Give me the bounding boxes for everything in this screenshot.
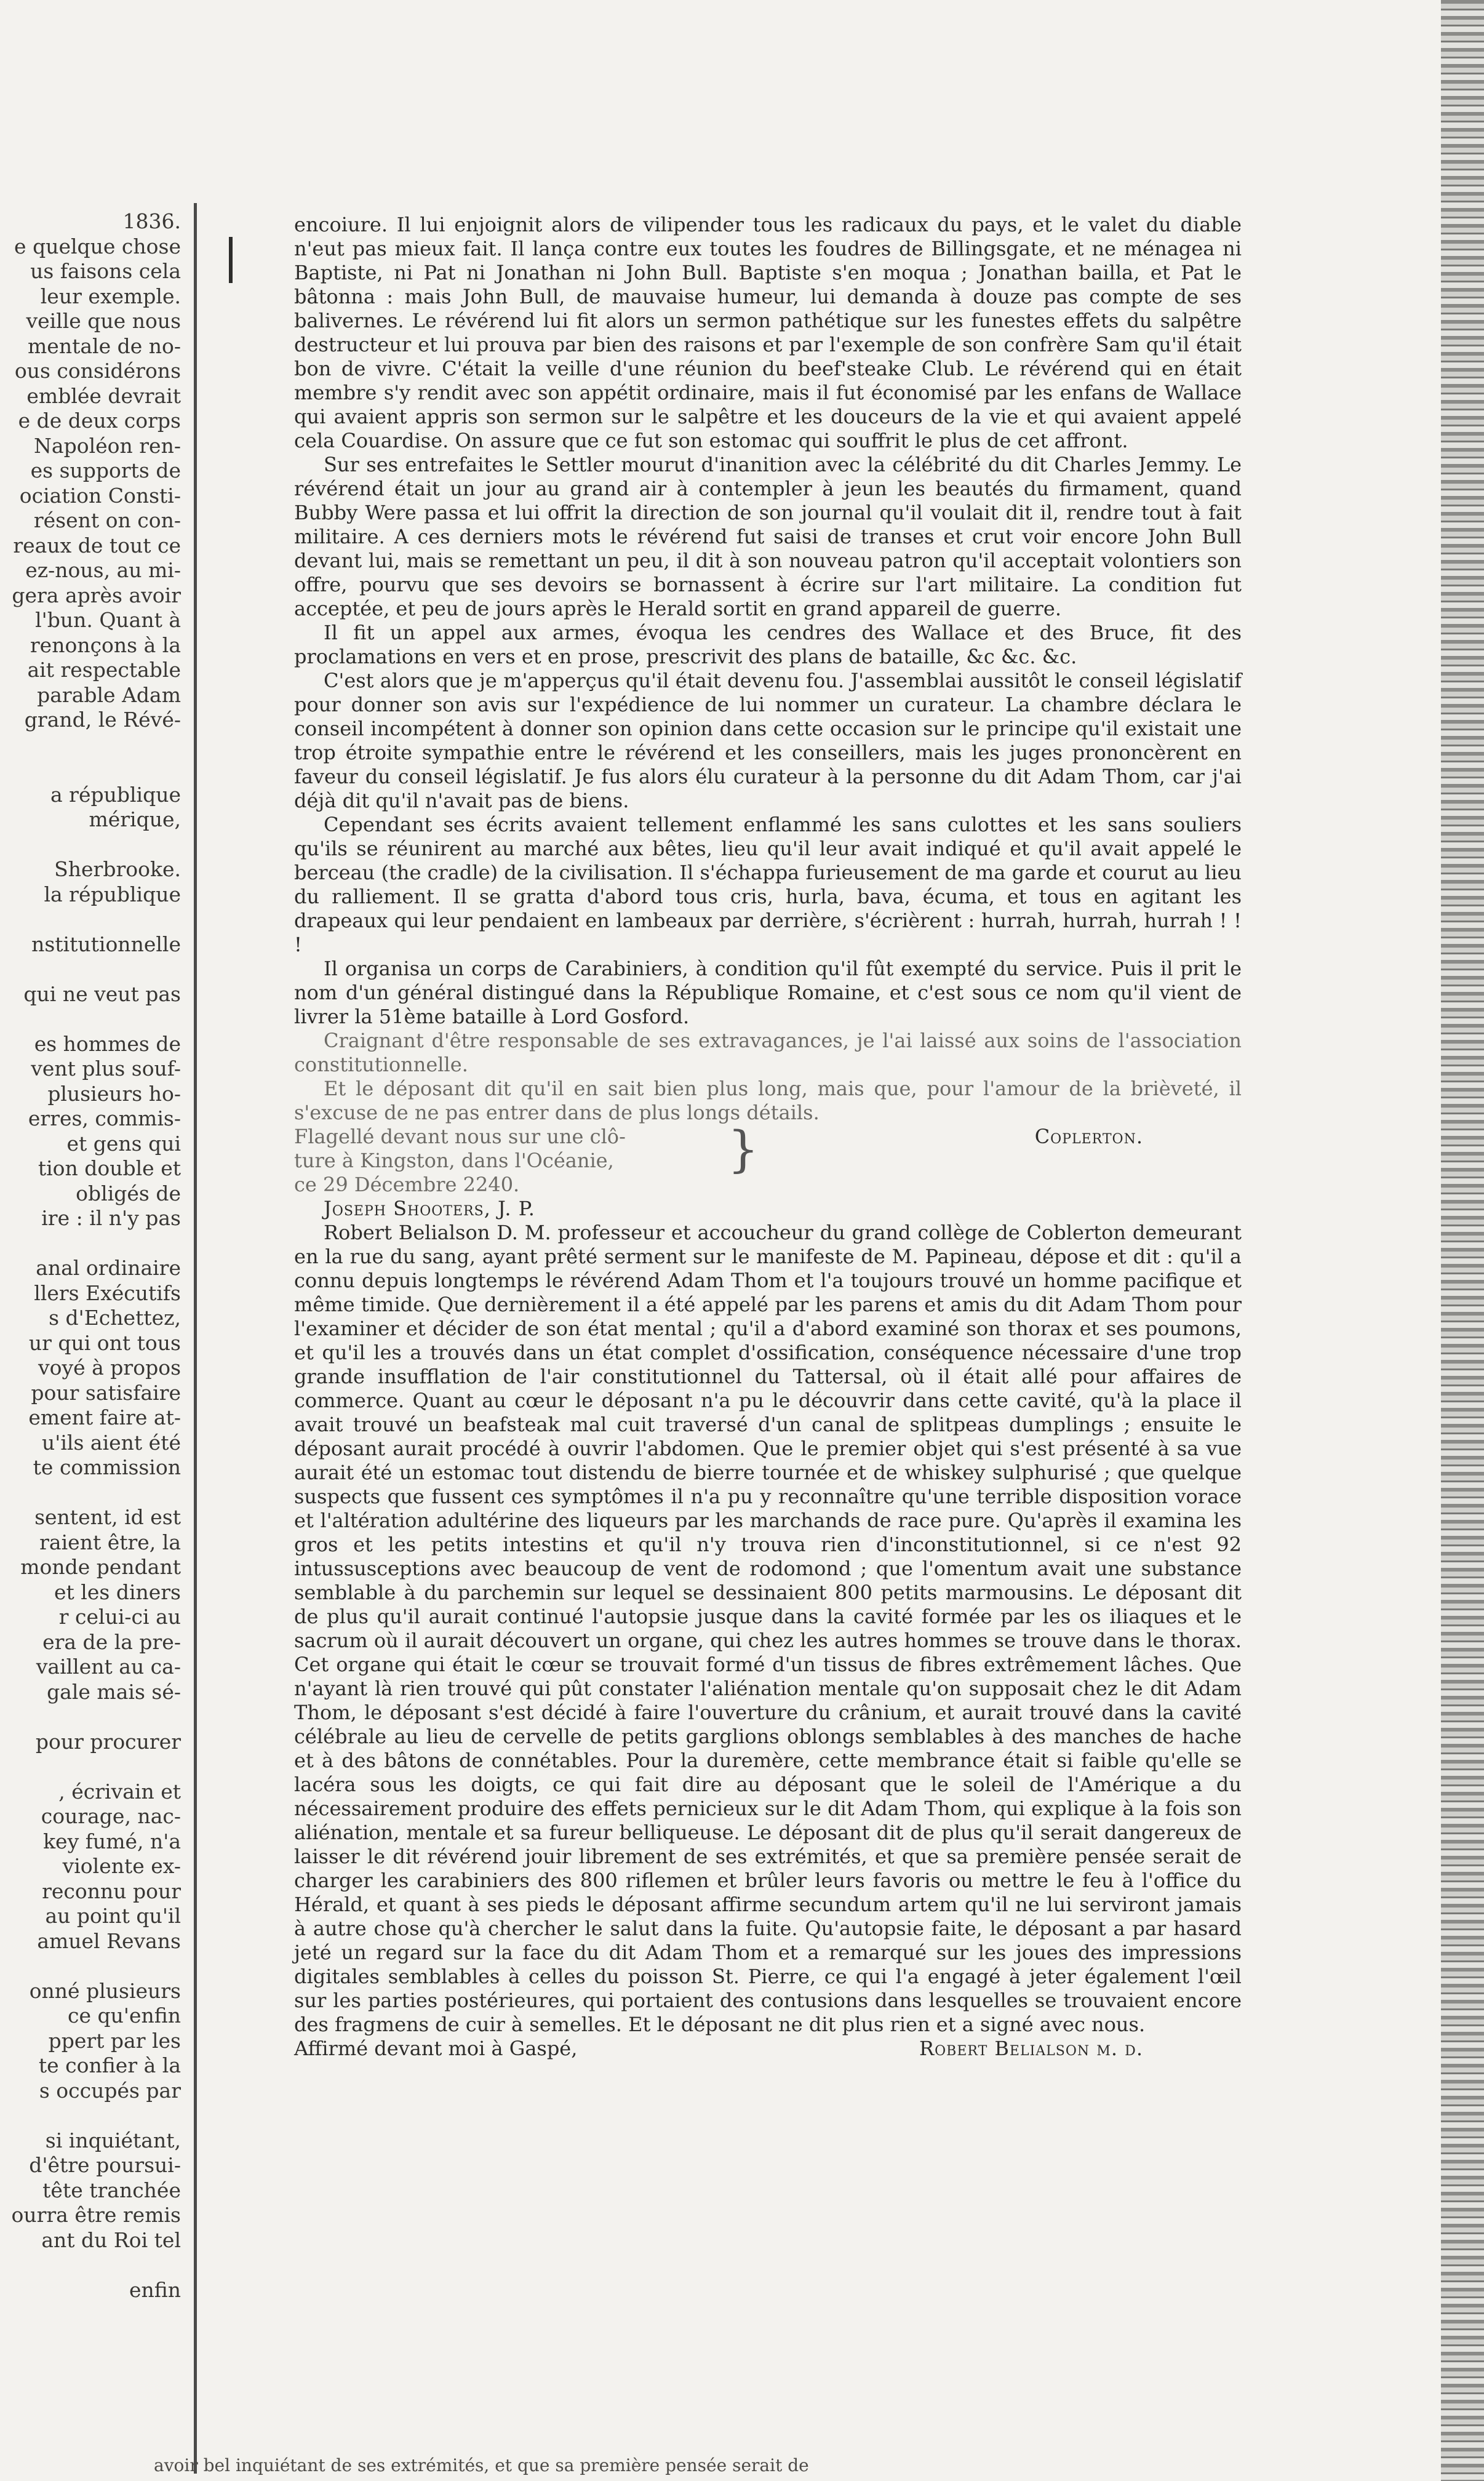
left-column-line: courage, nac-	[41, 1804, 181, 1828]
article-paragraph: Sur ses entrefaites le Settler mourut d'inanition avec la célébrité du dit Charles Jemmy. Le révérend était un jour au grand air à contempler à jeun les beautés du firmament, quand Bubby Were passa et lui offrit la direction de son journal qu'il voulait dit il, rendre tout à fait militaire. A ces derniers mots le révérend fut saisi de transes et crut voir encore John Bull devant lui, mais se remettant un peu, il dit à son nouveau patron qu'il acceptait volontiers son offre, pourvu que ses devoirs se bornassent à écrire sur l'art militaire. La condition fut acceptée, et peu de jours après le Herald sortit en grand appareil de guerre.	[294, 453, 1242, 620]
left-column-line: amuel Revans	[37, 1928, 181, 1953]
scan-edge-strip	[1441, 0, 1484, 2481]
left-column-line: ait respectable	[27, 658, 181, 682]
left-column-line: 1836.	[122, 209, 181, 233]
left-column-line: si inquiétant,	[45, 2128, 181, 2152]
left-column-line: ur qui ont tous	[28, 1330, 181, 1355]
article-paragraph: Craignant d'être responsable de ses extravagances, je l'ai laissé aux soins de l'association constitutionnelle.	[294, 1029, 1242, 1076]
left-column-line: ppert par les	[48, 2028, 181, 2053]
left-column-line: leur exemple.	[40, 284, 181, 308]
left-column-line: raient être, la	[39, 1530, 181, 1554]
left-column-line: s occupés par	[39, 2078, 181, 2103]
left-column-line	[0, 1704, 185, 1730]
left-column-line: pour procurer	[35, 1729, 181, 1754]
left-column-line: d'être poursui-	[29, 2153, 181, 2177]
left-column-line: us faisons cela	[30, 259, 181, 283]
left-column-line	[0, 733, 185, 758]
article-part-2	[294, 1221, 1242, 2037]
bottom-bleed-text: avoir bel inquiétant de ses extrémités, et que sa première pensée serait de	[154, 2455, 809, 2475]
left-column-line: r celui-ci au	[58, 1605, 181, 1629]
left-column-line: violente ex-	[62, 1854, 181, 1878]
left-column-line: pour satisfaire	[31, 1380, 181, 1405]
left-column-line: ire : il n'y pas	[41, 1206, 181, 1230]
article-paragraph: encoiure. Il lui enjoignit alors de vilipender tous les radicaux du pays, et le valet du diable n'eut pas mieux fait. Il lança contre eux toutes les foudres de Billingsgate, et ne ménagea ni Baptiste, ni Pat ni Jonathan ni John Bull. Baptiste s'en moqua ; Jonathan bailla, et Pat le bâtonna : mais John Bull, de mauvaise humeur, lui demanda à douze pas compte de ses balivernes. Le révérend lui fit alors un sermon pathétique sur les funestes effets du salpêtre destructeur et lui prouva par bien des raisons et par l'exemple de son confrère Sam qu'il était bon de vivre. C'était la veille d'une réunion du beef'steake Club. Le révérend qui en était membre s'y rendit avec son appétit ordinaire, mais il fut économisé par les enfans de Wallace qui avaient appris son sermon sur le salpêtre et les douceurs de la vie et qui avaient appelé cela Couardise. On assure que ce fut son estomac qui souffrit le plus de cet affront.	[294, 213, 1242, 452]
left-column-line: u'ils aient été	[42, 1430, 181, 1455]
left-column-line: au point qu'il	[45, 1904, 181, 1928]
left-column-line: ez-nous, au mi-	[25, 558, 181, 582]
left-column-line: e quelque chose	[14, 234, 181, 258]
left-column-line	[0, 1480, 185, 1506]
left-column-line: te commission	[33, 1455, 181, 1479]
brace-glyph: }	[727, 1121, 759, 1178]
left-column-line: sentent, id est	[34, 1505, 181, 1529]
attestation-line: ture à Kingston, dans l'Océanie,	[294, 1149, 614, 1172]
left-column-line: es supports de	[30, 458, 181, 482]
left-column-line: parable Adam	[37, 682, 181, 707]
attestation-line: ce 29 Décembre 2240.	[294, 1173, 520, 1196]
left-column-line: ement faire at-	[28, 1405, 181, 1429]
left-column-line: voyé à propos	[38, 1356, 181, 1380]
main-article	[294, 213, 1242, 2061]
article-paragraph: Et le déposant dit qu'il en sait bien plus long, mais que, pour l'amour de la brièveté, il s'excuse de ne pas entrer dans de plus longs détails.	[294, 1077, 1242, 1124]
article-paragraph: Il fit un appel aux armes, évoqua les cendres des Wallace et des Bruce, fit des proclamations en vers et en prose, prescrivit des plans de bataille, &c &c. &c.	[294, 621, 1242, 668]
affirmation-line: Affirmé devant moi à Gaspé,	[294, 2037, 578, 2060]
left-column-line: ous considérons	[14, 359, 181, 383]
signature-coplerton: Coplerton.	[1034, 1125, 1143, 1148]
left-column-line	[0, 2253, 185, 2278]
left-column-line: onné plusieurs	[29, 1978, 181, 2003]
left-column-line: , écrivain et	[58, 1779, 181, 1804]
left-column-line: era de la pre-	[42, 1629, 181, 1654]
left-column-line	[0, 1007, 185, 1032]
article-paragraph: Il organisa un corps de Carabiniers, à condition qu'il fût exempté du service. Puis il prit le nom d'un général distingué dans la République Romaine, et c'est sous ce nom qu'il vient de livrer la 51ème bataille à Lord Gosford.	[294, 957, 1242, 1028]
left-column-line: key fumé, n'a	[43, 1829, 181, 1853]
left-column-line: mérique,	[89, 807, 181, 831]
justice-of-peace: Joseph Shooters, J. P.	[324, 1197, 535, 1220]
left-column-line: a république	[50, 782, 181, 807]
left-column-line: reaux de tout ce	[13, 533, 181, 557]
margin-mark	[229, 237, 233, 283]
left-column-line: Sherbrooke.	[54, 857, 181, 881]
left-column-line: e de deux corps	[18, 409, 181, 433]
article-paragraph: Cependant ses écrits avaient tellement enflammé les sans culottes et les sans souliers qu'ils se réunirent au marché aux bêtes, lieu qu'il leur avait indiqué et qu'il avait appelé le berceau (the cradle) de la civilisation. Il s'échappa furieusement de ma garde et courut au lieu du ralliement. Il se gratta d'abord tous cris, hurla, bava, écuma, et tous en agitant les drapeaux qui leur pendaient en lambeaux par derrière, s'écrièrent : hurrah, hurrah, hurrah ! ! !	[294, 813, 1242, 956]
left-column-line: anal ordinaire	[36, 1256, 181, 1280]
attestation-block	[294, 1121, 1168, 1197]
left-column-line	[0, 1754, 185, 1780]
left-column-line: la république	[44, 882, 181, 906]
left-column-line: ce qu'enfin	[68, 2004, 181, 2028]
left-column-line: tête tranchée	[42, 2178, 181, 2202]
left-column-line: enfin	[129, 2277, 181, 2302]
left-column-fragment	[0, 209, 185, 2480]
left-column-line: gale mais sé-	[47, 1679, 181, 1704]
left-column-line: reconnu pour	[42, 1879, 181, 1903]
left-column-line: et gens qui	[66, 1131, 181, 1156]
article-paragraph: Robert Belialson D. M. professeur et accoucheur du grand collège de Coblerton demeurant en la rue du sang, ayant prêté serment sur le manifeste de M. Papineau, dépose et dit : qu'il a connu depuis longtemps le révérend Adam Thom et l'a toujours trouvé un homme pacifique et même timide. Que dernièrement il a été appelé par les parens et amis du dit Adam Thom pour l'examiner et décider de son état mental ; qu'il a d'abord examiné son thorax et ses poumons, et qu'il les a trouvés dans un état complet d'ossification, conséquence nécessaire d'une trop grande insufflation de l'air constitutionnel du Tattersal, où il était allé pour affaires de commerce. Quant au cœur le déposant n'a pu le découvrir dans cette cavité, qu'à la place il avait trouvé un beafsteak mal cuit traversé d'un canal de splitpeas dumplings ; ensuite le déposant aurait procédé à ouvrir l'abdomen. Que le premier objet qui s'est présenté à sa vue aurait été un estomac tout distendu de bierre tournée et de whiskey sulphurisé ; que quelque suspects que fussent ces symptômes il n'a pu y reconnaître qu'une terrible disposition vorace et l'altération adultérine des liqueurs par les marchands de race pure. Qu'après il examina les gros et les petits intestins et qu'il n'y trouva rien d'inconstitutionnel, si ce n'est 92 intussusceptions avec beaucoup de vent de rodomond ; que l'omentum avait une substance semblable à du parchemin sur lequel se dessinaient 800 petits marmousins. Le déposant dit de plus qu'il aurait continué l'autopsie jusque dans la cavité formée par les os iliaques et le sacrum où il aurait découvert un organe, qui chez les autres hommes se trouve dans le thorax. Cet organe qui était le cœur se trouvait formé d'un tissus de fibres extrêmement lâches. Que n'ayant là rien trouvé qui pût constater l'aliénation mentale qu'on supposait chez le dit Adam Thom, le déposant s'est décidé à faire l'ouverture du crânium, et aurait trouvé dans la cavité célébrale au lieu de cervelle de petits garglions oblongs semblables à des manches de hache et à des bâtons de connétables. Pour la duremère, cette membrance était si faible qu'elle se lacéra sous les doigts, ce qui fait dire au déposant que le soleil de l'Amérique a du nécessairement produire des effets pernicieux sur le dit Adam Thom, qui explique à la fois son aliénation, mentale et sa fureur belliqueuse. Le déposant dit de plus qu'il serait dangereux de laisser le dit révérend jouir librement de ses extrémités, et que sa première pensée serait de charger les carabiniers des 800 riflemen et brûler leurs favoris ou mettre le feu à l'office du Hérald, et quant à ses pieds le déposant affirme secundum artem qu'il ne lui serviront jamais à autre chose qu'à chercher le salut dans la fuite. Qu'autopsie faite, le déposant a par hasard jeté un regard sur la face du dit Adam Thom et a remarqué sur les joues des impressions digitales semblables à celles du poisson St. Pierre, ce qui l'a engagé à jeter également l'œil sur les parties postérieures, qui portaient des contusions dans lesquelles se trouvaient encore des fragmens de cuir à semelles. Et le déposant ne dit plus rien et a signé avec nous.	[294, 1221, 1242, 2036]
left-column-line: emblée devrait	[26, 383, 181, 408]
attestation-line: Flagellé devant nous sur une clô-	[294, 1125, 626, 1148]
left-column-line	[0, 2103, 185, 2128]
left-column-line: renonçons à la	[30, 633, 181, 657]
attestation-lines	[294, 1125, 688, 1197]
left-column-line: te confier à la	[38, 2053, 181, 2077]
left-column-line	[0, 833, 185, 858]
left-column-line: résent on con-	[33, 508, 181, 532]
left-column-line	[0, 1954, 185, 1979]
left-column-line: llers Exécutifs	[34, 1280, 181, 1305]
left-column-line: ourra être remis	[11, 2203, 181, 2227]
left-column-line: erres, commis-	[28, 1106, 181, 1130]
left-column-line: monde pendant	[20, 1555, 181, 1579]
left-column-line: tion double et	[38, 1156, 181, 1180]
left-column-line: mentale de no-	[28, 334, 181, 358]
left-column-line: vent plus souf-	[31, 1057, 181, 1081]
left-column-line	[0, 1231, 185, 1256]
left-column-line: nstitutionnelle	[31, 932, 181, 956]
left-column-line: es hommes de	[34, 1031, 181, 1056]
left-column-line: plusieurs ho-	[47, 1081, 181, 1106]
left-column-line: Napoléon ren-	[34, 433, 181, 458]
left-column-line: obligés de	[76, 1181, 181, 1205]
left-column-line: ociation Consti-	[19, 483, 181, 508]
left-column-line: veille que nous	[26, 309, 181, 333]
left-column-line: qui ne veut pas	[23, 981, 181, 1006]
left-column-line: l'bun. Quant à	[35, 608, 181, 632]
left-column-line	[0, 957, 185, 982]
affirmation-block	[294, 2037, 1168, 2061]
left-column-line: vaillent au ca-	[36, 1655, 181, 1679]
left-column-line: gera après avoir	[12, 583, 181, 607]
left-column-line: et les diners	[54, 1580, 181, 1604]
left-column-line	[0, 907, 185, 932]
article-part-1	[294, 213, 1242, 1125]
column-rule	[194, 203, 197, 2474]
left-column-line: grand, le Révé-	[24, 708, 181, 732]
left-column-line	[0, 757, 185, 783]
left-column-line: s d'Echettez,	[49, 1306, 181, 1330]
left-column-line: ant du Roi tel	[41, 2227, 181, 2252]
signature-belialson: Robert Belialson m. d.	[919, 2037, 1143, 2060]
article-paragraph: C'est alors que je m'apperçus qu'il était devenu fou. J'assemblai aussitôt le conseil législatif pour donner son avis sur l'expédience de lui nommer un curateur. La chambre déclara le conseil incompétent à donner son opinion dans cette occasion sur le principe qu'il existait une trop étroite sympathie entre le révérend et les conseillers, mais les juges prononcèrent en faveur du conseil législatif. Je fus alors élu curateur à la personne du dit Adam Thom, car j'ai déjà dit qu'il n'avait pas de biens.	[294, 669, 1242, 812]
